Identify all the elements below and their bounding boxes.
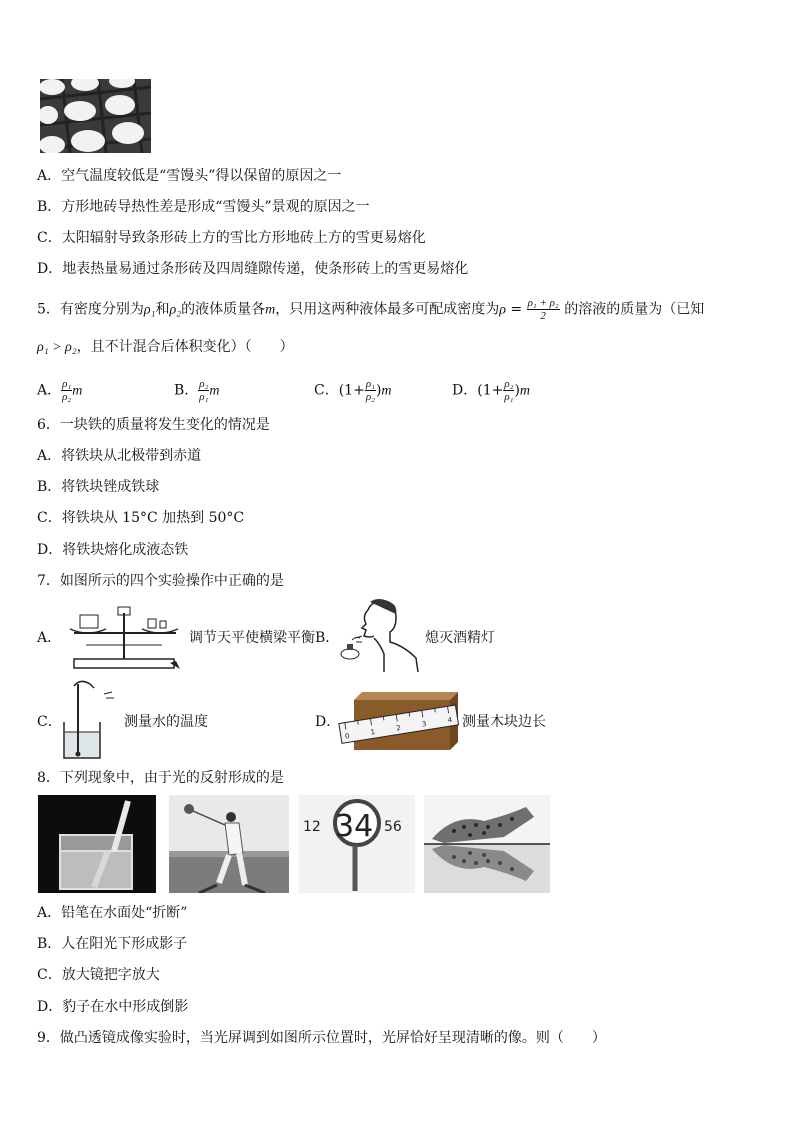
ruler-wooden-block-illustration xyxy=(338,690,462,752)
q6-option-b: B．将铁块锉成铁球 xyxy=(37,479,160,495)
alcohol-lamp-blowing-illustration xyxy=(334,598,424,672)
q7-option-c-label: C． xyxy=(37,714,62,730)
ruler-tick-1: 1 xyxy=(370,728,376,737)
q8-option-b: B．人在阳光下形成影子 xyxy=(37,936,188,952)
q7-option-b-caption: 熄灭酒精灯 xyxy=(425,630,495,646)
q6-option-d: D．将铁块熔化成液态铁 xyxy=(37,542,189,558)
q7-stem: 7．如图所示的四个实验操作中正确的是 xyxy=(37,573,284,589)
magnifier-photo xyxy=(299,795,415,893)
q4-option-c: C．太阳辐射导致条形砖上方的雪比方形地砖上方的雪更易熔化 xyxy=(37,230,426,246)
q6-option-a: A．将铁块从北极带到赤道 xyxy=(37,448,202,464)
pencil-in-water-photo xyxy=(38,795,156,893)
q7-option-a-label: A． xyxy=(37,630,62,646)
ruler-tick-3: 3 xyxy=(421,719,428,729)
q7-option-d-label: D． xyxy=(315,714,341,730)
magnifier-text-left: 12 xyxy=(303,819,321,835)
q5-condition: ρ₁ > ρ₂，且不计混合后体积变化）（ ） xyxy=(37,339,294,355)
q8-option-a: A．铅笔在水面处“折断” xyxy=(37,905,188,921)
q5-option-b: B． $\frac{\text{ρ₂}}{\text{ρ₁}}$ m xyxy=(174,378,220,403)
q4-option-d: D．地表热量易通过条形砖及四周缝隙传递，使条形砖上的雪更易熔化 xyxy=(37,261,469,277)
q8-option-d: D．豹子在水中形成倒影 xyxy=(37,999,189,1015)
q7-option-b-label: B． xyxy=(315,630,340,646)
q8-option-c: C．放大镜把字放大 xyxy=(37,967,160,983)
q4-option-a: A．空气温度较低是“雪馒头”得以保留的原因之一 xyxy=(37,168,342,184)
q9-stem: 9．做凸透镜成像实验时，当光屏调到如图所示位置时，光屏恰好呈现清晰的像。则（ ） xyxy=(37,1030,606,1046)
snow-bun-photo xyxy=(40,79,151,153)
q7-option-c-caption: 测量水的温度 xyxy=(124,714,208,730)
ruler-tick-2: 2 xyxy=(395,723,402,733)
q4-option-b: B．方形地砖导热性差是形成“雪馒头”景观的原因之一 xyxy=(37,199,370,215)
q7-option-d-caption: 测量木块边长 xyxy=(462,714,546,730)
balance-scale-illustration xyxy=(66,603,188,671)
q5-option-d: D．(1+ $\frac{\text{ρ₂}}{\text{ρ₁}}$ )m xyxy=(452,378,531,403)
q6-stem: 6．一块铁的质量将发生变化的情况是 xyxy=(37,417,270,433)
q5-option-c: C．(1+ $\frac{\text{ρ₁}}{\text{ρ₂}}$ )m xyxy=(314,378,392,403)
ruler-tick-0: 0 xyxy=(344,732,351,741)
q5-stem: 5．有密度分别为ρ₁和ρ₂的液体质量各m，只用这两种液体最多可配成密度为ρ = $\frac{\text{ρ₁ + ρ₂}}{2}$ 的溶液的质量为（已知 xyxy=(37,297,705,322)
magnifier-text-right: 56 xyxy=(384,819,402,835)
q5-option-a: A． $\frac{\text{ρ₁}}{\text{ρ₂}}$ m xyxy=(37,378,83,403)
q6-option-c: C．将铁块从 15°C 加热到 50°C xyxy=(37,510,245,526)
q8-stem: 8．下列现象中，由于光的反射形成的是 xyxy=(37,770,284,786)
q5-density-fraction: $\frac{\text{ρ₁ + ρ₂}}{2}$ xyxy=(527,297,559,322)
golfer-shadow-photo xyxy=(169,795,289,893)
magnifier-text-mid: 34 xyxy=(335,809,374,844)
q7-option-a-caption: 调节天平使横梁平衡 xyxy=(189,630,315,646)
thermometer-beaker-illustration xyxy=(60,678,124,760)
ruler-tick-4: 4 xyxy=(447,715,453,725)
leopard-reflection-photo xyxy=(424,795,550,893)
